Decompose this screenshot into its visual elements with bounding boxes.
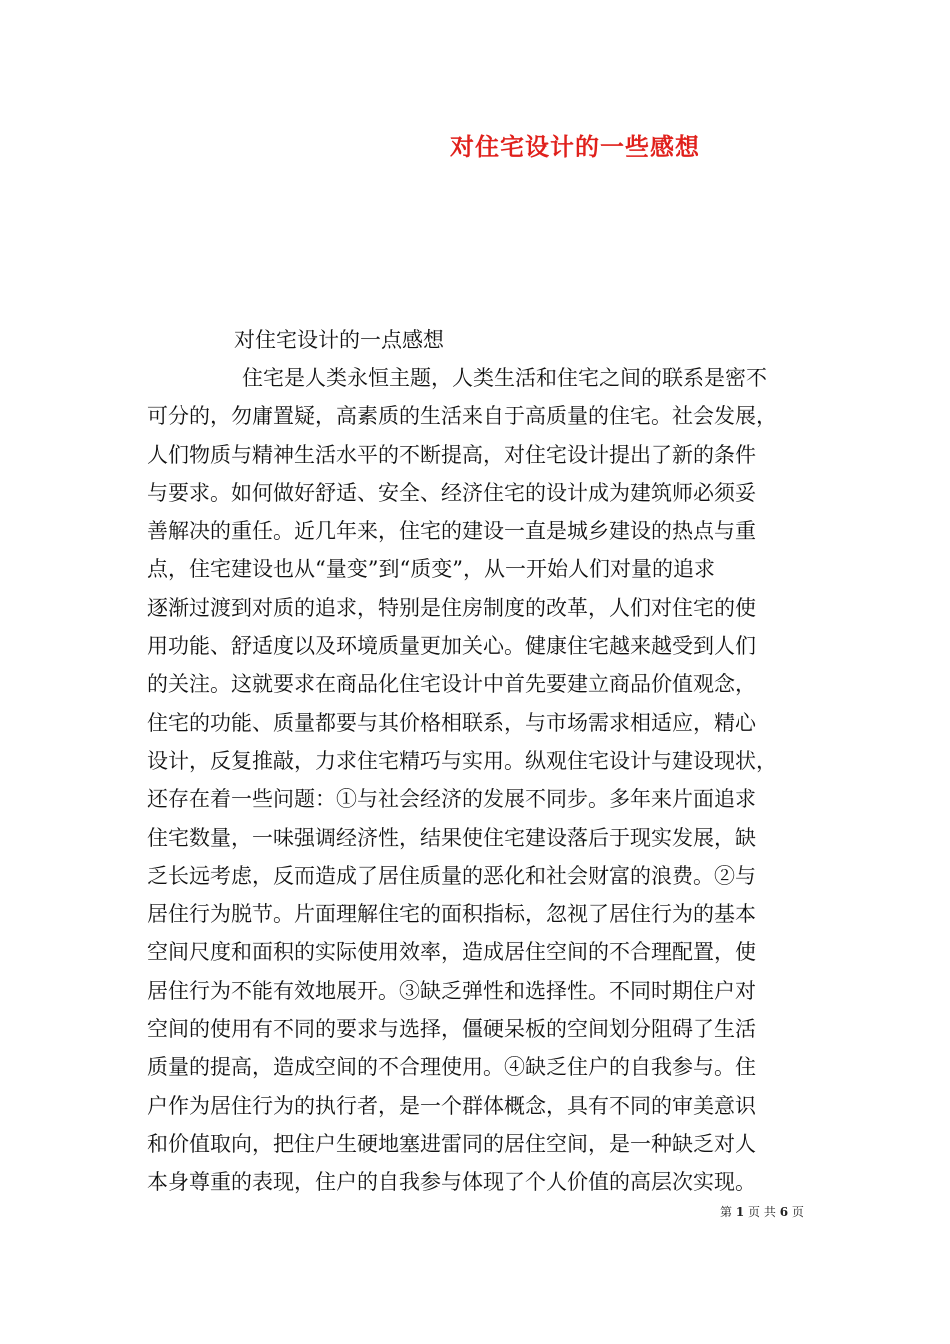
text-line: 住宅是人类永恒主题，人类生活和住宅之间的联系是密不: [242, 366, 767, 390]
text-line: 可分的，勿庸置疑，高素质的生活来自于高质量的住宅。社会发展，: [147, 404, 777, 429]
text-line: 与要求。如何做好舒适、安全、经济住宅的设计成为建筑师必须妥: [147, 480, 756, 505]
body-text: [147, 359, 807, 1202]
text-line: 用功能、舒适度以及环境质量更加关心。健康住宅越来越受到人们: [147, 634, 756, 659]
text-line: 质量的提高，造成空间的不合理使用。④缺乏住户的自我参与。住: [147, 1055, 756, 1080]
text-line: 逐渐过渡到对质的追求，特别是住房制度的改革，人们对住宅的使: [147, 595, 756, 620]
footer-prefix: 第: [720, 1205, 733, 1219]
document-subtitle: 对住宅设计的一点感想: [234, 328, 444, 352]
text-line: 善解决的重任。近几年来，住宅的建设一直是城乡建设的热点与重: [147, 519, 756, 544]
text-line: 设计，反复推敲，力求住宅精巧与实用。纵观住宅设计与建设现状，: [147, 748, 777, 773]
text-line: 空间的使用有不同的要求与选择，僵硬呆板的空间划分阻碍了生活: [147, 1017, 756, 1042]
page-number-footer: [720, 1204, 804, 1220]
footer-middle: 页 共: [748, 1205, 776, 1219]
text-line: 空间尺度和面积的实际使用效率，造成居住空间的不合理配置，使: [147, 940, 756, 965]
footer-suffix: 页: [791, 1205, 804, 1219]
footer-page-number: 1: [735, 1205, 745, 1219]
footer-total-pages: 6: [779, 1205, 789, 1219]
text-line: 还存在着一些问题：①与社会经济的发展不同步。多年来片面追求: [147, 787, 756, 812]
text-line: 的关注。这就要求在商品化住宅设计中首先要建立商品价值观念，: [147, 672, 756, 697]
text-line: 住宅的功能、质量都要与其价格相联系，与市场需求相适应，精心: [147, 710, 756, 735]
text-line: 户作为居住行为的执行者，是一个群体概念，具有不同的审美意识: [147, 1093, 756, 1118]
text-line: 居住行为不能有效地展开。③缺乏弹性和选择性。不同时期住户对: [147, 978, 756, 1003]
text-line: 居住行为脱节。片面理解住宅的面积指标，忽视了居住行为的基本: [147, 902, 756, 927]
text-line: 人们物质与精神生活水平的不断提高，对住宅设计提出了新的条件: [147, 442, 756, 467]
document-title: 对住宅设计的一些感想: [450, 132, 700, 161]
text-line: 点，住宅建设也从“量变”到“质变”，从一开始人们对量的追求: [147, 557, 715, 582]
text-line: 本身尊重的表现，住户的自我参与体现了个人价值的高层次实现。: [147, 1170, 756, 1195]
text-line: 住宅数量，一味强调经济性，结果使住宅建设落后于现实发展，缺: [147, 825, 756, 850]
text-line: 和价值取向，把住户生硬地塞进雷同的居住空间，是一种缺乏对人: [147, 1131, 756, 1156]
text-line: 乏长远考虑，反而造成了居住质量的恶化和社会财富的浪费。②与: [147, 863, 756, 888]
